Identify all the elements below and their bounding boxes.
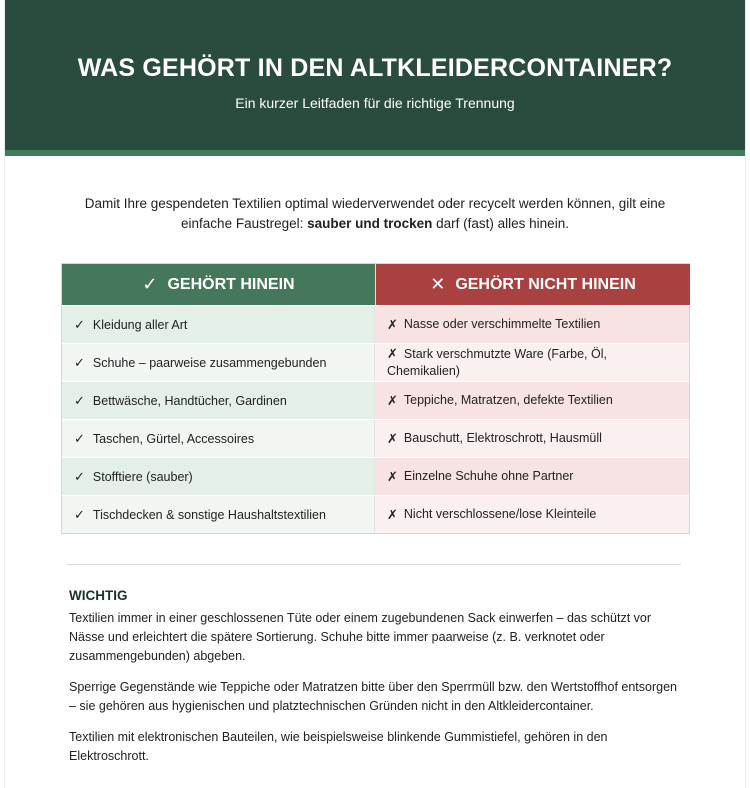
note-paragraph: Textilien immer in einer geschlossenen Tüte oder einem zugebundenen Sack einwerfen – das schützt vor Nässe und erleichtert die spätere Sortierung. Schuhe bitte immer paarweise (z. B. verknotet oder zusammengebunden) abgeben. xyxy=(69,611,652,663)
cross-icon: ✗ xyxy=(387,393,398,408)
denied-item: Nasse oder verschimmelte Textilien xyxy=(403,317,601,331)
allowed-column-header xyxy=(62,264,376,305)
allowed-cell xyxy=(62,382,375,419)
check-icon: ✓ xyxy=(142,274,158,294)
allowed-item: Stofftiere (sauber) xyxy=(92,469,193,484)
note-paragraph: Textilien mit elektronischen Bauteilen, wie beispielsweise blinkende Gummistiefel, gehören in den Elektroschrott. xyxy=(69,730,608,763)
denied-column-header xyxy=(376,264,690,305)
table-row xyxy=(62,343,689,381)
check-icon: ✓ xyxy=(74,468,85,484)
note-paragraph: Sperrige Gegenstände wie Teppiche oder Matratzen bitte über den Sperrmüll bzw. den Wertstoffhof entsorgen – sie gehören aus hygienischen und platztechnischen Gründen nicht in den Altkleidercontainer. xyxy=(69,680,678,713)
allowed-cell xyxy=(62,344,375,381)
table-row xyxy=(62,305,689,343)
sorting-table xyxy=(61,263,690,534)
denied-cell xyxy=(375,420,689,457)
table-row xyxy=(62,419,689,457)
denied-item: Nicht verschlossene/lose Kleinteile xyxy=(403,507,597,521)
page-subtitle: Ein kurzer Leitfaden für die richtige Trennung xyxy=(235,95,515,111)
check-icon: ✓ xyxy=(74,506,85,522)
table-row xyxy=(62,495,689,533)
denied-item: Einzelne Schuhe ohne Partner xyxy=(403,469,574,483)
denied-item: Teppiche, Matratzen, defekte Textilien xyxy=(403,393,613,407)
cross-icon: ✗ xyxy=(387,507,398,522)
table-body xyxy=(62,305,689,533)
document-page xyxy=(5,0,745,788)
denied-cell xyxy=(375,382,689,419)
intro-line-2-suffix: darf (fast) alles hinein. xyxy=(432,216,569,231)
table-header xyxy=(62,264,689,305)
cross-icon: ✗ xyxy=(387,317,398,332)
allowed-item: Tischdecken & sonstige Haushaltstextilien xyxy=(92,507,326,522)
allowed-cell xyxy=(62,420,375,457)
denied-cell xyxy=(375,496,689,533)
denied-cell xyxy=(375,458,689,495)
intro-line-2-prefix: einfache Faustregel: xyxy=(181,216,308,231)
allowed-item: Taschen, Gürtel, Accessoires xyxy=(92,431,255,446)
allowed-item: Schuhe – paarweise zusammengebunden xyxy=(92,355,327,370)
allowed-item: Bettwäsche, Handtücher, Gardinen xyxy=(92,393,287,408)
intro-line-1: Damit Ihre gespendeten Textilien optimal wiederverwendet oder recycelt werden können, gilt eine xyxy=(84,196,666,211)
section-divider xyxy=(67,564,681,565)
check-icon: ✓ xyxy=(74,354,85,370)
important-notes xyxy=(69,586,681,778)
intro-rule-highlight: sauber und trocken xyxy=(307,216,433,231)
cross-icon: ✗ xyxy=(387,469,398,484)
allowed-cell xyxy=(62,458,375,495)
header-banner xyxy=(5,0,745,156)
table-row xyxy=(62,381,689,419)
denied-item: Bauschutt, Elektroschrott, Hausmüll xyxy=(403,431,602,445)
check-icon: ✓ xyxy=(74,430,85,446)
notes-heading: WICHTIG xyxy=(69,588,128,603)
page-title: WAS GEHÖRT IN DEN ALTKLEIDERCONTAINER? xyxy=(77,54,673,82)
cross-icon: ✕ xyxy=(430,274,446,294)
cross-icon: ✗ xyxy=(387,431,398,446)
intro-text xyxy=(5,194,745,234)
denied-cell xyxy=(375,306,689,343)
denied-item: Stark verschmutzte Ware (Farbe, Öl, Chemikalien) xyxy=(387,347,607,378)
allowed-header-label: GEHÖRT HINEIN xyxy=(167,275,295,293)
check-icon: ✓ xyxy=(74,316,85,332)
cross-icon: ✗ xyxy=(387,346,398,361)
check-icon: ✓ xyxy=(74,392,85,408)
denied-cell xyxy=(375,344,689,381)
allowed-cell xyxy=(62,306,375,343)
allowed-item: Kleidung aller Art xyxy=(92,317,188,332)
denied-header-label: GEHÖRT NICHT HINEIN xyxy=(455,275,636,293)
table-row xyxy=(62,457,689,495)
allowed-cell xyxy=(62,496,375,533)
